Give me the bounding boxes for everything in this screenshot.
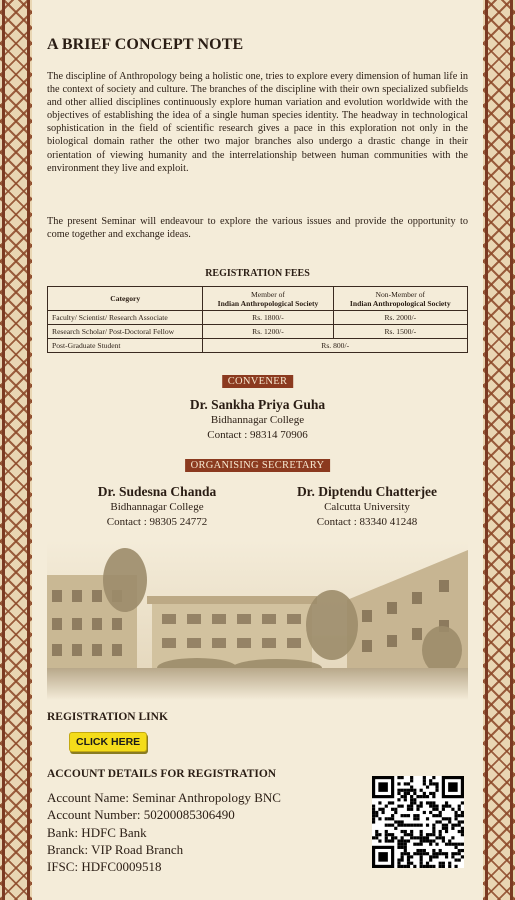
fee-nonmember: Rs. 2000/- bbox=[333, 311, 467, 325]
account-line: IFSC: HDFC0009518 bbox=[47, 859, 162, 875]
flyer-content bbox=[47, 0, 468, 900]
account-details bbox=[47, 789, 281, 875]
decorative-border-right bbox=[483, 0, 515, 900]
click-here-button[interactable]: CLICK HERE bbox=[69, 732, 147, 752]
secretary-institution: Bidhannagar College bbox=[110, 501, 204, 513]
secretary-contact: Contact : 98305 24772 bbox=[106, 516, 208, 528]
convener-name: Dr. Sankha Priya Guha bbox=[189, 397, 326, 412]
nonmember-header-line1: Non-Member of bbox=[375, 289, 426, 299]
table-row bbox=[48, 339, 468, 353]
fee-member: Rs. 1200/- bbox=[203, 325, 333, 339]
member-header-line2: Indian Anthropological Society bbox=[217, 298, 319, 308]
page-title: A BRIEF CONCEPT NOTE bbox=[47, 36, 244, 53]
decorative-border-left bbox=[0, 0, 32, 900]
qr-code-icon[interactable] bbox=[372, 776, 464, 868]
fee-category: Research Scholar/ Post-Doctoral Fellow bbox=[48, 325, 203, 339]
fee-category: Faculty/ Scientist/ Research Associate bbox=[48, 311, 203, 325]
table-header-member bbox=[203, 287, 333, 311]
table-header-nonmember bbox=[333, 287, 467, 311]
account-line: Bank: HDFC Bank bbox=[47, 824, 147, 840]
account-line: Account Number: 50200085306490 bbox=[47, 807, 235, 823]
concept-paragraph: The present Seminar will endeavour to explore the various issues and provide the opportunity to come together and exchange ideas. bbox=[47, 216, 468, 241]
account-title: ACCOUNT DETAILS FOR REGISTRATION bbox=[47, 768, 277, 780]
fee-combined: Rs. 800/- bbox=[203, 339, 468, 353]
nonmember-header-line2: Indian Anthropological Society bbox=[349, 298, 451, 308]
fees-table bbox=[47, 286, 468, 353]
college-building-photo bbox=[47, 540, 468, 700]
account-line: Account Name: Seminar Anthropology BNC bbox=[47, 790, 281, 805]
secretary-block bbox=[57, 483, 257, 530]
concept-paragraph: The discipline of Anthropology being a holistic one, tries to explore every dimension of human life in the context of society and culture. The branches of the discipline with their own specialized subfields and other allied disciplines continuously explore human variation and evolution worldwide with the objectives of establishing the idea of a single human species identity. The headway in technological sophistication in the field of scientific research gives a pace in this exploration not only in the biological domain rather the other two major branches also undergo a drastic change in their orientation of viewing humanity and the interrelationship between human communities with the environment they live and exploit. bbox=[47, 71, 468, 174]
account-line: Branck: VIP Road Branch bbox=[47, 841, 184, 857]
secretary-contact: Contact : 83340 41248 bbox=[316, 516, 418, 528]
fee-category: Post-Graduate Student bbox=[48, 339, 203, 353]
secretary-name: Dr. Sudesna Chanda bbox=[97, 484, 217, 499]
table-row bbox=[48, 325, 468, 339]
secretary-banner: ORGANISING SECRETARY bbox=[185, 459, 331, 472]
table-header-category: Category bbox=[48, 287, 203, 311]
convener-banner: CONVENER bbox=[222, 375, 294, 388]
fee-member: Rs. 1800/- bbox=[203, 311, 333, 325]
secretary-institution: Calcutta University bbox=[324, 501, 410, 513]
secretary-block bbox=[262, 483, 472, 530]
registration-title: REGISTRATION LINK bbox=[47, 711, 168, 723]
convener-block bbox=[47, 396, 468, 443]
table-row bbox=[48, 311, 468, 325]
member-header-line1: Member of bbox=[251, 289, 285, 299]
convener-contact: Contact : 98314 70906 bbox=[207, 429, 308, 441]
convener-institution: Bidhannagar College bbox=[210, 414, 305, 426]
table-header-row bbox=[48, 287, 468, 311]
secretary-name: Dr. Diptendu Chatterjee bbox=[296, 484, 438, 499]
fees-title: REGISTRATION FEES bbox=[205, 268, 310, 279]
fee-nonmember: Rs. 1500/- bbox=[333, 325, 467, 339]
